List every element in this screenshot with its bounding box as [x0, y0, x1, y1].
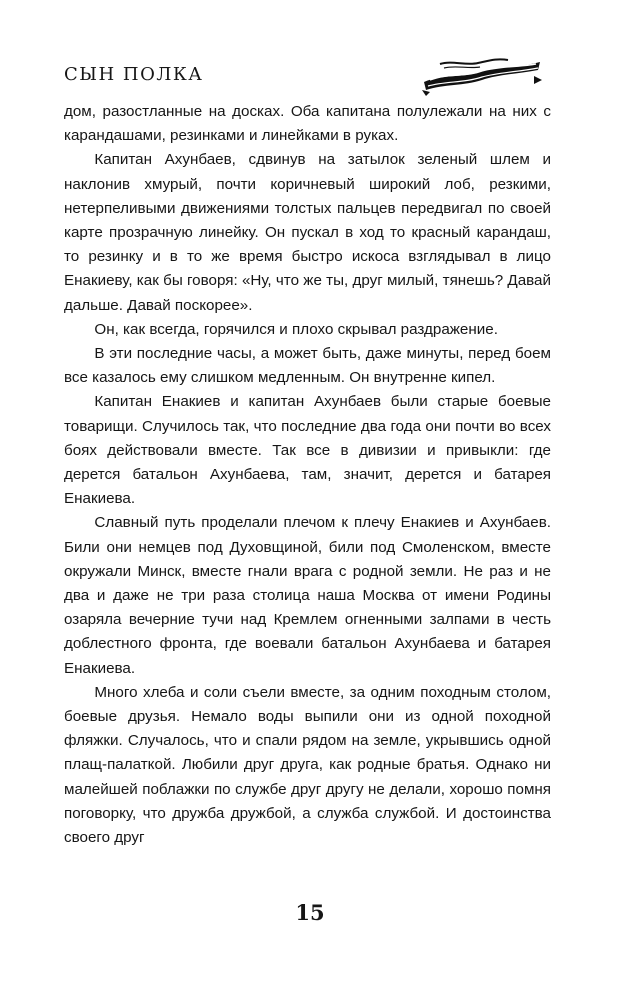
ribbon-icon	[422, 56, 542, 96]
paragraph: Капитан Ахунбаев, сдвинув на затылок зеленый шлем и наклонив хмурый, почти коричневый широкий лоб, резкими, нетерпеливыми движениями толстых пальцев передвигал по своей карте прозрачную линейку. Он пускал в ход то красный карандаш, то резинку и в то же время быстро искоса взглядывал в лицо Енакиеву, как бы говоря: «Ну, что же ты, друг милый, тянешь? Давай дальше. Давай поскорее».	[64, 151, 551, 314]
paragraph: дом, разостланные на досках. Оба капитана полулежали на них с карандашами, резинками и линейками в руках.	[64, 103, 551, 145]
paragraph: Славный путь проделали плечом к плечу Енакиев и Ахунбаев. Били они немцев под Духовщиной, били под Смоленском, вместе окружали Минск, вместе гнали врага с родной земли. Не раз и не два и даже не три раза столица наша Москва от имени Родины озаряла вечерние тучи над Кремлем огненными залпами в честь доблестного фронта, где воевали батальон Ахунбаева и батарея Енакиева.	[64, 514, 551, 677]
paragraph: Много хлеба и соли съели вместе, за одним походным столом, боевые друзья. Немало воды выпили они из одной походной фляжки. Случалось, что и спали рядом на земле, укрывшись одной плащ-палаткой. Любили друг друга, как родные братья. Однако ни малейшей поблажки по службе друг другу не делали, хорошо помня поговорку, что дружба дружбой, а служба службой. И достоинства своего друг	[64, 683, 551, 847]
page-number: 15	[295, 900, 325, 925]
body-text	[64, 100, 551, 850]
running-title: СЫН ПОЛКА	[64, 64, 204, 85]
paragraph: Капитан Енакиев и капитан Ахунбаев были старые боевые товарищи. Случилось так, что последние два года они почти во всех боях действовали вместе. Так все в дивизии и привыкли: где дерется батальон Ахунбаева, там, значит, дерется и батарея Енакиева.	[64, 393, 551, 508]
paragraph: В эти последние часы, а может быть, даже минуты, перед боем все казалось ему слишком медленным. Он внутренне кипел.	[64, 345, 551, 387]
page-header	[64, 62, 564, 102]
paragraph: Он, как всегда, горячился и плохо скрывал раздражение.	[94, 320, 498, 338]
